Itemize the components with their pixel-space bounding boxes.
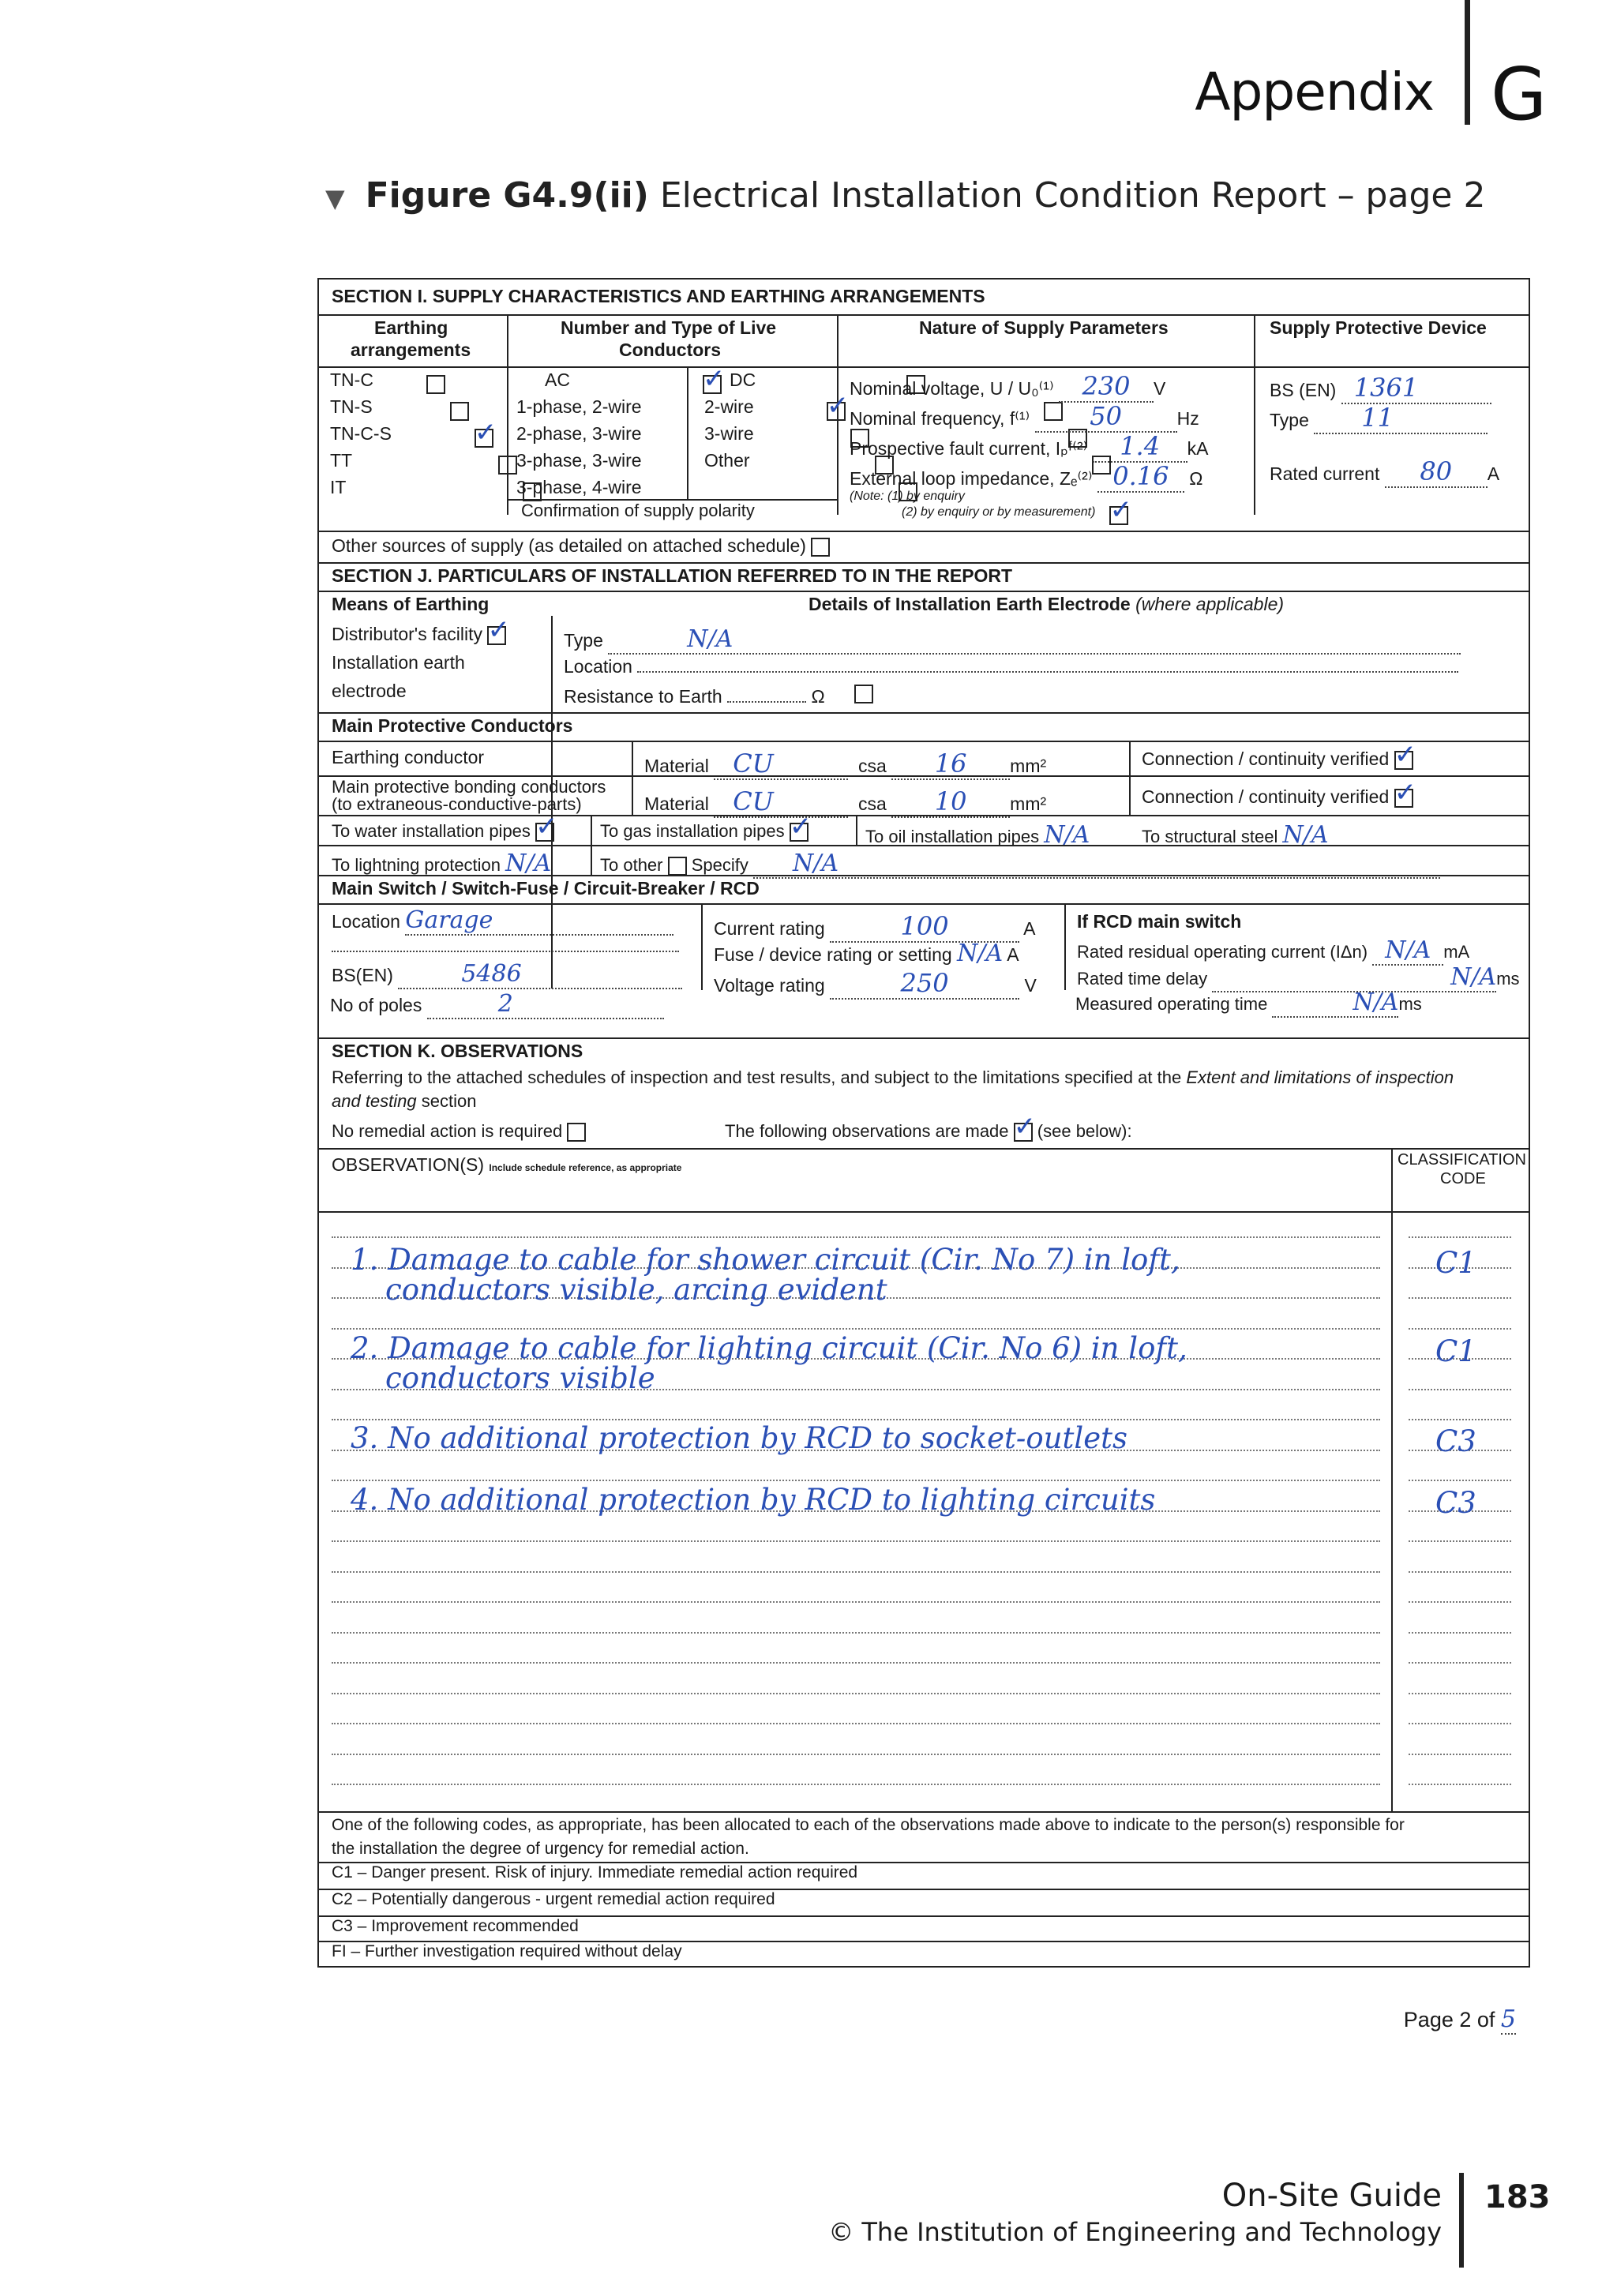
- observation-3-line-1: 3. No additional protection by RCD to socket-outlets: [351, 1421, 1127, 1455]
- electrode-type-value: N/A: [687, 625, 733, 653]
- dc-2wire-label: 2-wire: [704, 396, 754, 417]
- poles-row: No of poles 2: [330, 990, 664, 1019]
- code-fi: FI – Further investigation required without delay: [332, 1942, 682, 1960]
- check-mark-icon: ✓: [702, 362, 726, 395]
- copyright: © The Institution of Engineering and Technology: [828, 2217, 1442, 2247]
- earthing-header-2: arrangements: [351, 340, 471, 360]
- classification-header-2: CODE: [1440, 1170, 1486, 1187]
- bonding-label: Main protective bonding conductors: [332, 777, 606, 797]
- observation-rule: [332, 1662, 1380, 1664]
- check-mark-icon: ✓: [1394, 776, 1417, 808]
- ze-value: 0.16: [1112, 461, 1169, 491]
- codes-intro-2: the installation the degree of urgency for remedial action.: [332, 1840, 749, 1858]
- rcd-measured-value: N/A: [1353, 989, 1399, 1016]
- observations-made-checkbox[interactable]: [1013, 1111, 1037, 1143]
- main-switch-header: Main Switch / Switch-Fuse / Circuit-Breaker / RCD: [332, 878, 760, 899]
- earthing-tn-c-s-checkbox[interactable]: [474, 416, 497, 448]
- earthing-tn-c-label: TN-C: [330, 370, 373, 390]
- observation-rule: [332, 1236, 1380, 1238]
- code-rule: [1409, 1419, 1511, 1420]
- appendix-heading: Appendix: [1195, 62, 1434, 122]
- figure-label: Figure G4.9(ii): [365, 175, 649, 216]
- page-of-indicator: Page 2 of 5: [1403, 2005, 1516, 2033]
- voltage-rating-value: 250: [900, 968, 949, 998]
- observation-2-line-1: 2. Damage to cable for lighting circuit (Cir. No 6) in loft,: [351, 1331, 1187, 1365]
- nominal-frequency-row: Nominal frequency, f⁽¹⁾ 50 Hz: [850, 401, 1199, 431]
- code-rule: [1409, 1480, 1511, 1481]
- bonding-material-value: CU: [733, 786, 774, 816]
- code-rule: [1409, 1571, 1511, 1573]
- to-other-checkbox[interactable]: [668, 857, 687, 876]
- pfc-value: 1.4: [1120, 431, 1161, 461]
- switch-blank-row: [332, 935, 679, 957]
- electrode-resistance-row: Resistance to Earth Ω: [564, 686, 825, 707]
- code-rule: [1409, 1784, 1511, 1785]
- note-1: (Note: (1) by enquiry: [850, 490, 965, 503]
- oil-pipes-value: N/A: [1044, 821, 1090, 849]
- installation-earth-checkbox[interactable]: [854, 685, 873, 703]
- earthing-header: Earthing: [374, 317, 448, 338]
- observation-1-line-1: 1. Damage to cable for shower circuit (Cir. No 7) in loft,: [351, 1243, 1180, 1277]
- mpc-header: Main Protective Conductors: [332, 715, 573, 736]
- current-rating-value: 100: [900, 911, 949, 941]
- ac-2phase-3wire-label: 2-phase, 3-wire: [516, 423, 642, 444]
- distributor-row: Distributor's facility ✓: [332, 613, 510, 646]
- dc-label: DC: [730, 370, 756, 390]
- lightning-value: N/A: [505, 850, 552, 877]
- nominal-voltage-value: 230: [1082, 371, 1131, 401]
- code-c3: C3 – Improvement recommended: [332, 1917, 579, 1935]
- observation-rule: [332, 1419, 1380, 1420]
- page-number: 183: [1484, 2179, 1551, 2215]
- earthing-tn-s-checkbox[interactable]: [450, 402, 469, 421]
- nominal-frequency-value: 50: [1090, 401, 1122, 431]
- fuse-rating-value: N/A: [957, 940, 1004, 967]
- check-mark-icon: ✓: [535, 811, 558, 843]
- spd-type-value: 11: [1361, 403, 1394, 433]
- observation-3-code: C3: [1435, 1424, 1476, 1458]
- conductors-header: Number and Type of Live: [561, 317, 777, 338]
- ac-1phase-2wire-checkbox[interactable]: [826, 389, 850, 422]
- check-mark-icon: ✓: [826, 389, 850, 422]
- code-rule: [1409, 1389, 1511, 1390]
- switch-bs-en-row: BS(EN) 5486: [332, 960, 682, 989]
- check-mark-icon: ✓: [474, 416, 497, 448]
- electrode-type-row: Type N/A: [564, 625, 1461, 655]
- earthing-tn-c-s-label: TN-C-S: [330, 423, 392, 444]
- section-k-title: SECTION K. OBSERVATIONS: [332, 1041, 583, 1061]
- earthing-tn-c-checkbox[interactable]: [426, 375, 445, 394]
- no-remedial-row: No remedial action is required: [332, 1121, 586, 1142]
- other-sources-checkbox[interactable]: [811, 538, 830, 557]
- code-c1: C1 – Danger present. Risk of injury. Immediate remedial action required: [332, 1863, 858, 1881]
- check-mark-icon: ✓: [1109, 493, 1132, 526]
- guide-name: On-Site Guide: [1221, 2178, 1442, 2214]
- observation-rule: [332, 1632, 1380, 1634]
- header-divider: [1465, 0, 1470, 125]
- spd-rated-current-value: 80: [1420, 456, 1453, 486]
- code-c2: C2 – Potentially dangerous - urgent remedial action required: [332, 1890, 775, 1908]
- supply-params-header: Nature of Supply Parameters: [919, 317, 1169, 338]
- no-remedial-checkbox[interactable]: [567, 1123, 586, 1142]
- code-rule: [1409, 1754, 1511, 1755]
- observation-2-line-2: conductors visible: [385, 1361, 655, 1395]
- check-mark-icon: ✓: [1394, 738, 1417, 771]
- check-mark-icon: ✓: [487, 613, 510, 646]
- ac-3phase-4wire-label: 3-phase, 4-wire: [516, 477, 642, 497]
- lightning-row: To lightning protection N/A: [332, 850, 552, 877]
- polarity-label: Confirmation of supply polarity: [521, 501, 755, 520]
- ac-3phase-3wire-label: 3-phase, 3-wire: [516, 450, 642, 471]
- observation-rule: [332, 1693, 1380, 1694]
- electrode-header: Details of Installation Earth Electrode (where applicable): [808, 594, 1285, 614]
- ac-checkbox[interactable]: [702, 362, 726, 395]
- spd-header: Supply Protective Device: [1270, 317, 1487, 338]
- codes-intro: One of the following codes, as appropriate, has been allocated to each of the observations made above to indicate to the person(s) responsible for: [332, 1816, 1405, 1834]
- code-rule: [1409, 1662, 1511, 1664]
- observation-rule: [332, 1723, 1380, 1724]
- observation-rule: [332, 1328, 1380, 1330]
- note-2: (2) by enquiry or by measurement): [902, 505, 1096, 519]
- observation-rule: [332, 1601, 1380, 1603]
- oil-pipes-row: To oil installation pipes N/A: [865, 821, 1090, 849]
- earthing-material-value: CU: [733, 748, 774, 778]
- section-k-intro: Referring to the attached schedules of inspection and test results, and subject to the limitations specified at the Extent and limitations of inspection: [332, 1067, 1454, 1087]
- water-pipes-row: To water installation pipes ✓: [332, 811, 558, 843]
- electrode-location-row: Location: [564, 655, 1458, 677]
- observation-rule: [332, 1540, 1380, 1542]
- ac-1phase-2wire-label: 1-phase, 2-wire: [516, 396, 642, 417]
- switch-location-row: Location Garage: [332, 906, 673, 936]
- gas-pipes-checkbox[interactable]: [789, 811, 812, 843]
- gas-pipes-row: To gas installation pipes ✓: [600, 811, 812, 843]
- spd-bs-en-row: BS (EN) 1361: [1270, 373, 1491, 404]
- installation-earth-label: Installation earth: [332, 652, 465, 673]
- spd-rated-current-row: Rated current 80 A: [1270, 456, 1500, 486]
- observation-rule: [332, 1480, 1380, 1481]
- water-pipes-checkbox[interactable]: [535, 811, 558, 843]
- earthing-tt-checkbox[interactable]: [498, 456, 517, 475]
- bonding-material-row: Material CU csa 10 mm²: [644, 786, 1047, 816]
- code-rule: [1409, 1632, 1511, 1634]
- rcd-current-row: Rated residual operating current (IΔn) N/A mA: [1077, 936, 1470, 964]
- code-rule: [1409, 1236, 1511, 1238]
- bonding-csa-value: 10: [934, 786, 967, 816]
- pfc-row: Prospective fault current, Iₚᶠ⁽²⁾ 1.4 kA: [850, 431, 1209, 461]
- classification-header: CLASSIFICATION: [1398, 1151, 1526, 1169]
- observation-1-code: C1: [1435, 1246, 1476, 1280]
- code-rule: [1409, 1540, 1511, 1542]
- earthing-it-label: IT: [330, 477, 347, 497]
- figure-title: Electrical Installation Condition Report – page 2: [659, 175, 1486, 216]
- code-rule: [1409, 1693, 1511, 1694]
- observation-rule: [332, 1754, 1380, 1755]
- current-rating-row: Current rating 100 A: [714, 911, 1036, 941]
- observation-2-code: C1: [1435, 1334, 1476, 1368]
- observation-rule: [332, 1571, 1380, 1573]
- triangle-marker-icon: ▼: [325, 183, 345, 213]
- earthing-conductor-label: Earthing conductor: [332, 747, 485, 767]
- rcd-header: If RCD main switch: [1077, 911, 1242, 932]
- rcd-measured-row: Measured operating time N/Ams: [1075, 989, 1422, 1016]
- dc-other-label: Other: [704, 450, 750, 471]
- bonding-continuity-checkbox[interactable]: [1394, 776, 1417, 808]
- condition-report-form: [317, 278, 1530, 1968]
- poles-value: 2: [497, 990, 513, 1018]
- spd-bs-en-value: 1361: [1353, 373, 1419, 403]
- polarity-checkbox[interactable]: [1109, 493, 1132, 526]
- code-rule: [1409, 1328, 1511, 1330]
- earthing-tt-label: TT: [330, 450, 353, 471]
- installation-earth-label-2: electrode: [332, 681, 407, 701]
- rcd-current-value: N/A: [1385, 936, 1431, 964]
- code-rule: [1409, 1723, 1511, 1724]
- other-sources-row: Other sources of supply (as detailed on attached schedule): [332, 535, 830, 557]
- check-mark-icon: ✓: [789, 811, 812, 843]
- ze-row: External loop impedance, Zₑ⁽²⁾ 0.16 Ω: [850, 461, 1203, 491]
- rcd-delay-value: N/A: [1450, 963, 1497, 991]
- observation-rule: [332, 1784, 1380, 1785]
- section-i-title: SECTION I. SUPPLY CHARACTERISTICS AND EARTHING ARRANGEMENTS: [332, 286, 985, 306]
- observation-4-code: C3: [1435, 1486, 1476, 1520]
- figure-caption: [325, 175, 1485, 216]
- observations-made-row: The following observations are made ✓ (see below):: [725, 1111, 1132, 1143]
- specify-value: N/A: [793, 850, 839, 877]
- observation-4-line-1: 4. No additional protection by RCD to lighting circuits: [351, 1483, 1156, 1517]
- switch-location-value: Garage: [405, 906, 493, 934]
- check-mark-icon: ✓: [1013, 1111, 1037, 1143]
- code-rule: [1409, 1601, 1511, 1603]
- distributor-checkbox[interactable]: [487, 613, 510, 646]
- nominal-voltage-row: Nominal voltage, U / U₀⁽¹⁾ 230 V: [850, 371, 1166, 401]
- earthing-tn-s-label: TN-S: [330, 396, 373, 417]
- means-of-earthing-header: Means of Earthing: [332, 594, 490, 614]
- earthing-material-row: Material CU csa 16 mm²: [644, 748, 1047, 778]
- page-total: 5: [1500, 2005, 1516, 2033]
- spd-type-row: Type 11: [1270, 403, 1488, 434]
- bonding-label-2: (to extraneous-conductive-parts): [332, 794, 582, 814]
- fuse-rating-row: Fuse / device rating or setting N/A A: [714, 940, 1019, 967]
- observations-header: OBSERVATION(S) Include schedule reference, as appropriate: [332, 1154, 682, 1175]
- conductors-header-2: Conductors: [619, 340, 722, 360]
- earthing-csa-value: 16: [934, 748, 967, 778]
- section-j-title: SECTION J. PARTICULARS OF INSTALLATION REFERRED TO IN THE REPORT: [332, 565, 1013, 586]
- footer-divider: [1459, 2173, 1464, 2268]
- observation-1-line-2: conductors visible, arcing evident: [385, 1273, 887, 1307]
- code-rule: [1409, 1297, 1511, 1299]
- switch-bs-en-value: 5486: [461, 960, 522, 988]
- section-k-intro-2: and testing section: [332, 1091, 477, 1111]
- appendix-letter: G: [1491, 52, 1548, 137]
- ac-label: AC: [545, 370, 570, 390]
- structural-steel-row: To structural steel N/A: [1142, 821, 1329, 849]
- to-other-row: To other Specify N/A: [600, 850, 1440, 879]
- structural-steel-value: N/A: [1282, 821, 1329, 849]
- dc-3wire-label: 3-wire: [704, 423, 754, 444]
- voltage-rating-row: Voltage rating 250 V: [714, 968, 1037, 998]
- earthing-continuity-checkbox[interactable]: [1394, 738, 1417, 771]
- rcd-delay-row: Rated time delay N/Ams: [1077, 963, 1520, 991]
- earthing-continuity-row: Connection / continuity verified ✓: [1142, 738, 1417, 771]
- bonding-continuity-row: Connection / continuity verified ✓: [1142, 776, 1417, 808]
